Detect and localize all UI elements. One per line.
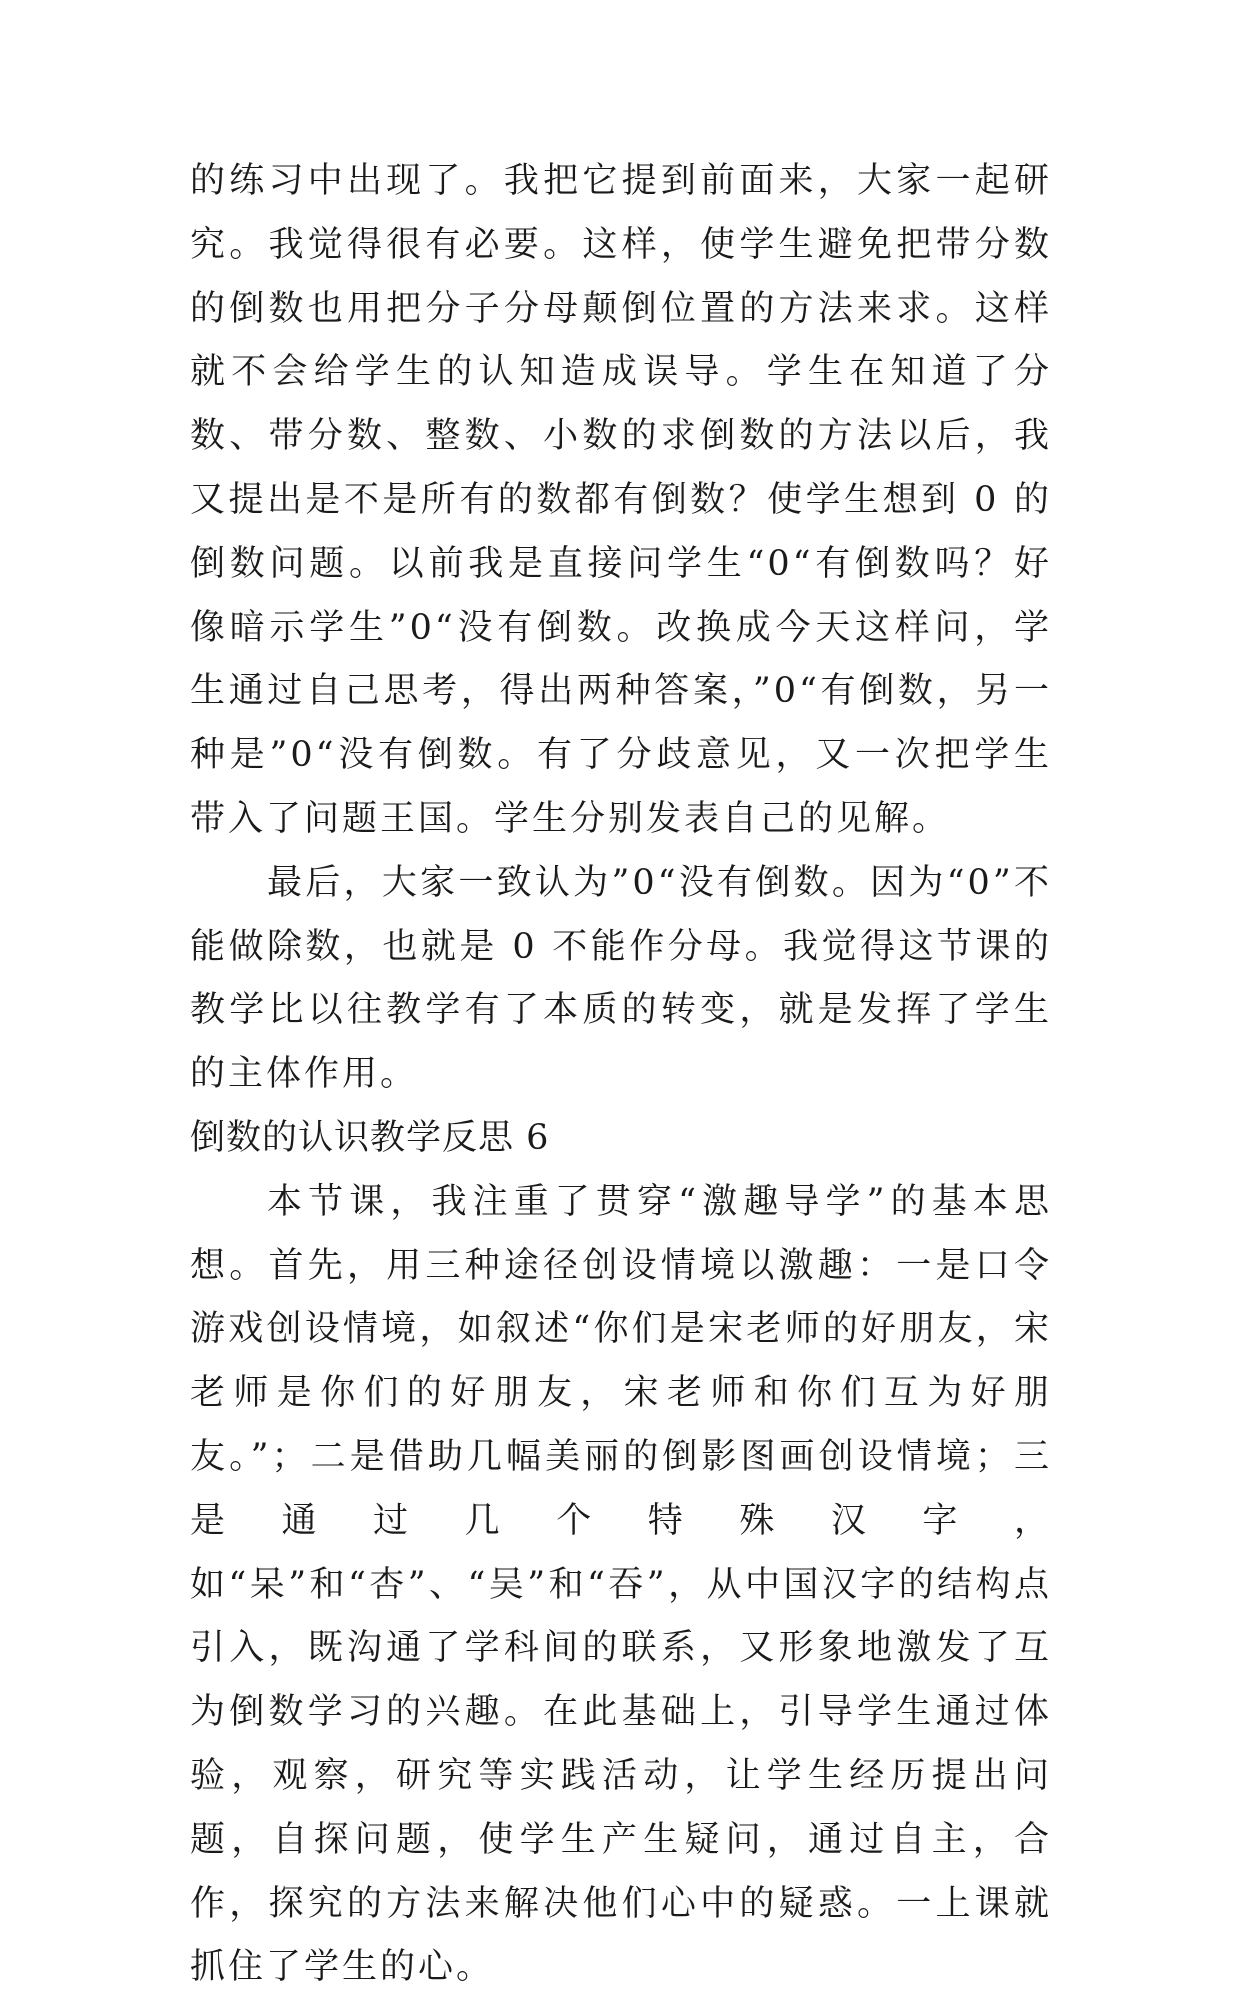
paragraph-continued: 的练习中出现了。我把它提到前面来，大家一起研究。我觉得很有必要。这样，使学生避免把带分数的倒数也用把分子分母颠倒位置的方法来求。这样就不会给学生的认知造成误导。学生在知道了分数、带分数、整数、小数的求倒数的方法以后，我又提出是不是所有的数都有倒数？使学生想到 0 的倒数问题。以前我是直接问学生“0“有倒数吗？好像暗示学生”0“没有倒数。改换成今天这样问，学生通过自己思考，得出两种答案，”0“有倒数，另一种是”0“没有倒数。有了分歧意见，又一次把学生带入了问题王国。学生分别发表自己的见解。: [190, 161, 1052, 839]
section-paragraph: 本节课，我注重了贯穿“激趣导学”的基本思想。首先，用三种途径创设情境以激趣：一是口令游戏创设情境，如叙述“你们是宋老师的好朋友，宋老师是你们的好朋友，宋老师和你们互为好朋友。”；二是借助几幅美丽的倒影图画创设情境；三是通过几个特殊汉字，如“呆”和“杏”、“吴”和“吞”，从中国汉字的结构点引入，既沟通了学科间的联系，又形象地激发了互为倒数学习的兴趣。在此基础上，引导学生通过体验，观察，研究等实践活动，让学生经历提出问题，自探问题，使学生产生疑问，通过自主，合作，探究的方法来解决他们心中的疑惑。一上课就抓住了学生的心。: [190, 1181, 1052, 1988]
paragraph-conclusion: 最后，大家一致认为”0“没有倒数。因为“0”不能做除数，也就是 0 不能作分母。我觉得这节课的教学比以往教学有了本质的转变，就是发挥了学生的主体作用。: [190, 862, 1052, 1095]
section-title: 倒数的认识教学反思 6: [190, 1117, 550, 1158]
document-body: [190, 150, 1052, 2000]
